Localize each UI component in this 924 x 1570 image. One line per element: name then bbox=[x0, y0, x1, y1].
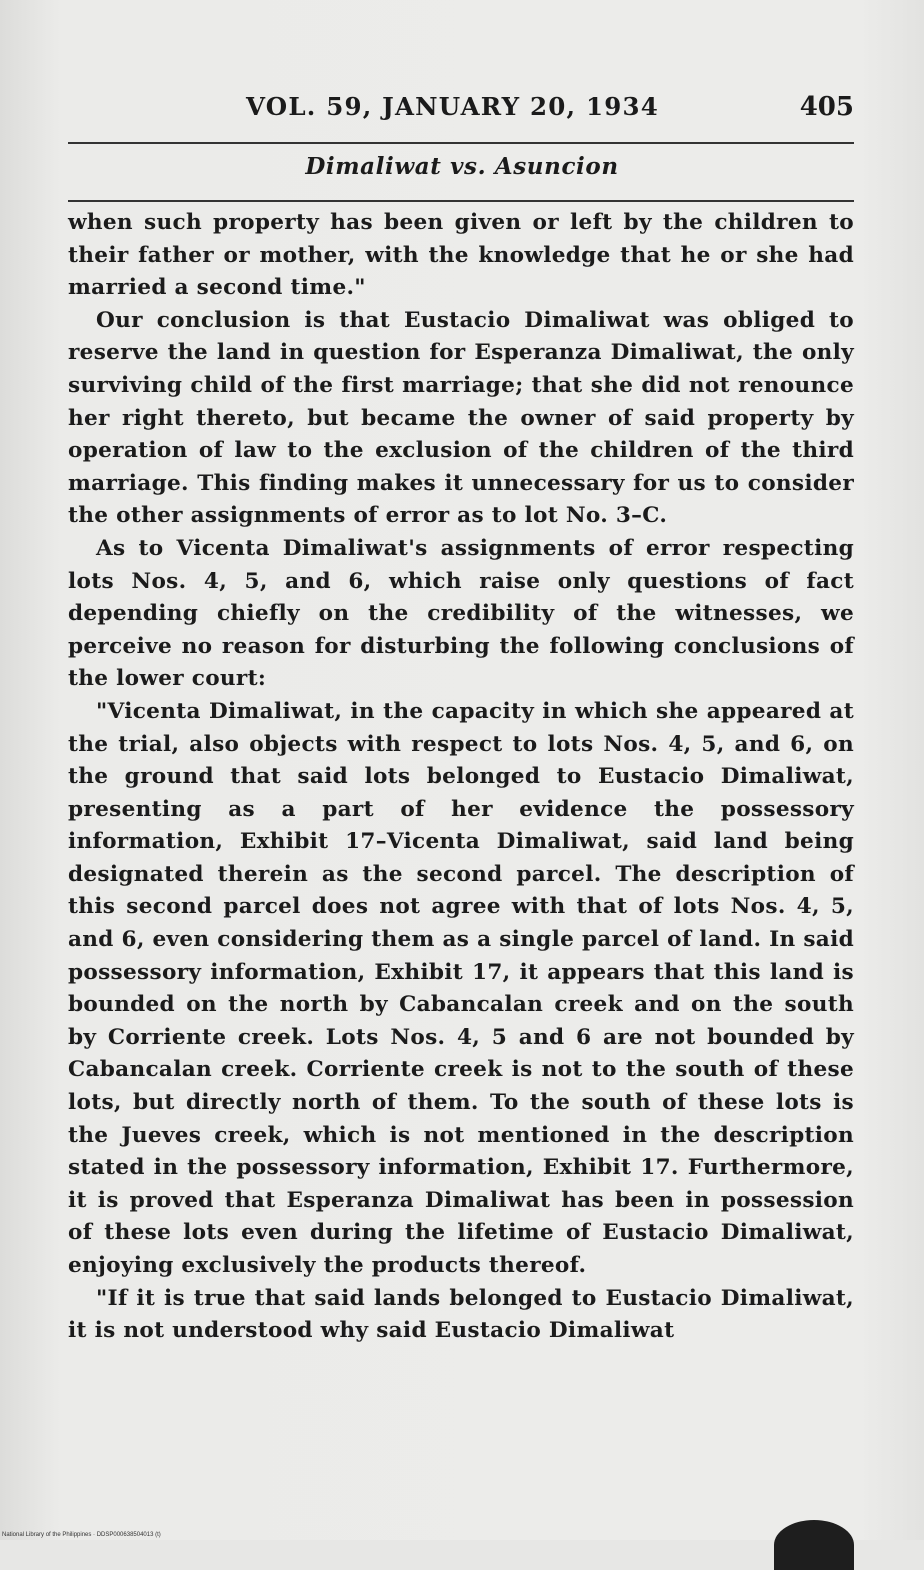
header-divider-bottom bbox=[68, 200, 854, 202]
body-text bbox=[68, 207, 854, 1348]
case-title: Dimaliwat vs. Asuncion bbox=[305, 153, 619, 180]
header-divider-top bbox=[68, 142, 854, 144]
paragraph-conclusion: Our conclusion is that Eustacio Dimaliwat was obliged to reserve the land in question for Esperanza Dimaliwat, the only surviving child of the first marriage; that she did not renounce her right thereto, but became the owner of said property by operation of law to the exclusion of the children of the third marriage. This finding makes it unnecessary for us to consider the other assignments of error as to lot No. 3–C. bbox=[68, 307, 854, 529]
paragraph-continuation: when such property has been given or left by the children to their father or mother, with the knowledge that he or she had married a second time." bbox=[68, 210, 854, 301]
paragraph-assignments: As to Vicenta Dimaliwat's assignments of error respecting lots Nos. 4, 5, and 6, which raise only questions of fact depending chiefly on the credibility of the witnesses, we perceive no reason for disturbing the following conclusions of the lower court: bbox=[68, 535, 854, 692]
scan-corner-mark bbox=[774, 1520, 854, 1570]
paragraph-quote-continued: "If it is true that said lands belonged to Eustacio Dimaliwat, it is not understood why said Eustacio Dimaliwat bbox=[68, 1285, 854, 1344]
volume-date-header: VOL. 59, JANUARY 20, 1934 bbox=[246, 92, 659, 121]
page-number: 405 bbox=[799, 92, 854, 122]
paragraph-quote-lower-court: "Vicenta Dimaliwat, in the capacity in which she appeared at the trial, also objects with respect to lots Nos. 4, 5, and 6, on the ground that said lots belonged to Eustacio Dimaliwat, presenting as a part of her evidence the possessory information, Exhibit 17–Vicenta Dimaliwat, said land being designated therein as the second parcel. The description of this second parcel does not agree with that of lots Nos. 4, 5, and 6, even considering them as a single parcel of land. In said possessory information, Exhibit 17, it appears that this land is bounded on the north by Cabancalan creek and on the south by Corriente creek. Lots Nos. 4, 5 and 6 are not bounded by Cabancalan creek. Corriente creek is not to the south of these lots, but directly north of them. To the south of these lots is the Jueves creek, which is not mentioned in the description stated in the possessory information, Exhibit 17. Furthermore, it is proved that Esperanza Dimaliwat has been in possession of these lots even during the lifetime of Eustacio Dimaliwat, enjoying exclusively the products thereof. bbox=[68, 698, 854, 1278]
library-footer: National Library of the Philippines · DDSP000638504013 (t) bbox=[2, 1532, 161, 1538]
